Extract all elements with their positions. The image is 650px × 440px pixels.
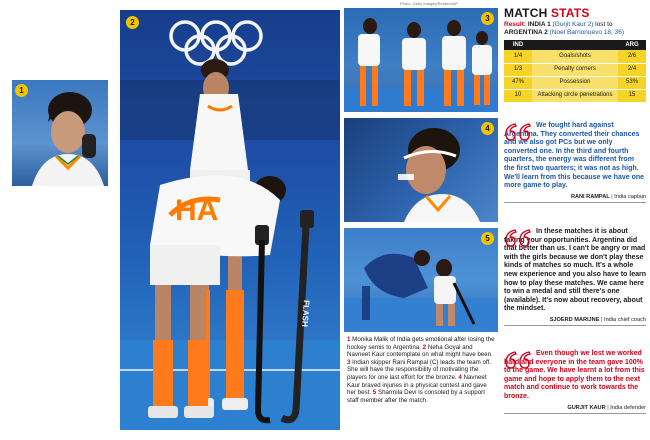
- stat-label: Penalty corners: [532, 63, 618, 76]
- photo-number-badge: 4: [481, 122, 494, 135]
- photo-3-team-walks-off: [344, 8, 498, 112]
- caption-text: Indian skipper Rani Rampal (C) leads the team off. She will have the responsibility of motivating the players for one last effort for the bronze.: [347, 358, 492, 381]
- stat-arg: 2/6: [618, 50, 646, 63]
- caption-text: Sharmila Devi is consoled by a support staff member after the match.: [347, 389, 485, 404]
- stats-row: [504, 50, 646, 63]
- caption-text: Monika Malik of India gets emotional after losing the hockey semis to Argentina.: [347, 336, 495, 351]
- header-blank: [532, 40, 618, 50]
- stat-arg: 2/4: [618, 63, 646, 76]
- photo-number-badge: 2: [126, 16, 139, 29]
- stats-row: [504, 76, 646, 89]
- match-result: [504, 21, 646, 37]
- photo-2-players-contemplate: [120, 10, 340, 430]
- quote-mark-icon: [504, 122, 532, 142]
- quote-attribution: SJOERD MARIJNE | India chief coach: [504, 317, 646, 326]
- stat-label: Goals/shots: [532, 50, 618, 63]
- header-arg: ARG: [618, 40, 646, 50]
- quote-text: In these matches it is about taking your opportunities. Argentina did that better than us. I can't be angry or mad with the girls because we don't play these kinds of matches so much. It's a whole new experience and you also have to learn how to play these matches. We came here to win a medal and still there's one (available). It's now about recovery, about the mindset.: [504, 228, 646, 313]
- stick-brand-text: FLASH: [300, 299, 311, 328]
- match-stats-title-b: STATS: [550, 6, 590, 20]
- stat-ind: 1/4: [504, 50, 532, 63]
- team-argentina: ARGENTINA 2: [504, 29, 550, 36]
- stat-ind: 1/3: [504, 63, 532, 76]
- photo-1-monika-malik: [12, 80, 108, 186]
- stat-arg: 15: [618, 89, 646, 102]
- lost-to-text: lost to: [595, 21, 613, 28]
- quote-attribution: RANI RAMPAL | India captain: [504, 194, 646, 203]
- quote-role: India defender: [610, 404, 646, 411]
- match-stats-title-a: MATCH: [504, 6, 551, 20]
- players-illustration: [120, 10, 340, 430]
- quote-author: RANI RAMPAL: [570, 193, 610, 200]
- caption-number: 4: [458, 373, 462, 381]
- consoling-illustration: [344, 228, 498, 332]
- stats-row: [504, 63, 646, 76]
- quote-mark-icon: [504, 228, 532, 248]
- team-india: INDIA 1: [526, 21, 553, 28]
- player-crying-illustration: [12, 80, 108, 186]
- photo-credit: Photo: Getty Images/Reuters/AP: [400, 1, 459, 6]
- stat-ind: 47%: [504, 76, 532, 89]
- photo-number-badge: 5: [481, 232, 494, 245]
- caption-number: 2: [422, 343, 427, 351]
- quote-sjoerd-marijne: [504, 228, 646, 326]
- match-stats-table: [504, 40, 646, 103]
- jersey-number: HA: [175, 194, 219, 227]
- quote-attribution: GURJIT KAUR | India defender: [504, 405, 646, 414]
- india-scorer: (Gurjit Kaur 2): [552, 21, 596, 28]
- team-illustration: [344, 8, 498, 112]
- argentina-scorers: (Noel Barrionuevo 18, 36): [549, 29, 625, 36]
- photo-5-sharmila-devi-consoled: [344, 228, 498, 332]
- stats-row: [504, 89, 646, 102]
- stat-label: Possession: [532, 76, 618, 89]
- header-ind: IND: [504, 40, 532, 50]
- match-stats-title: [504, 6, 590, 20]
- quote-author: GURJIT KAUR: [567, 404, 606, 411]
- quote-gurjit-kaur: [504, 350, 646, 414]
- quote-author: SJOERD MARIJNE: [549, 316, 600, 323]
- quote-mark-icon: [504, 350, 532, 370]
- stat-label: Attacking circle penetrations: [532, 89, 618, 102]
- quote-text: Even though we lost we worked hard and everyone in the team gave 100% to the game. We have learnt a lot from this game and hope to apply them to the next match and continue to work towards the bronze.: [504, 350, 645, 400]
- stat-ind: 10: [504, 89, 532, 102]
- player-portrait-illustration: [344, 118, 498, 222]
- stats-header-row: [504, 40, 646, 50]
- caption-number: 1: [347, 336, 351, 343]
- stat-arg: 53%: [618, 76, 646, 89]
- caption-text: Navneet Kaur braved injuries in a physical contest and gave her best.: [347, 373, 487, 397]
- photo-number-badge: 3: [481, 12, 494, 25]
- result-label: Result:: [504, 21, 527, 28]
- quote-text: We fought hard against Argentina. They converted their chances and we also got PCs but we only converted one. In the third and fourth quarters, the energy was different from the first two quarters; it was not as high. We'll learn from this because we have one more game to play.: [504, 122, 645, 190]
- photo-number-badge: 1: [15, 84, 28, 97]
- quote-role: India chief coach: [604, 316, 646, 323]
- quote-rani-rampal: [504, 122, 646, 203]
- photo-captions: [344, 334, 498, 434]
- olympic-rings-icon: [171, 22, 261, 64]
- caption-text: Neha Goyal and Navneet Kaur contemplate on what might have been.: [347, 343, 493, 359]
- caption-number: 3: [347, 358, 351, 366]
- photo-4-navneet-kaur: [344, 118, 498, 222]
- caption-number: 5: [372, 389, 377, 397]
- quote-role: India captain: [614, 193, 646, 200]
